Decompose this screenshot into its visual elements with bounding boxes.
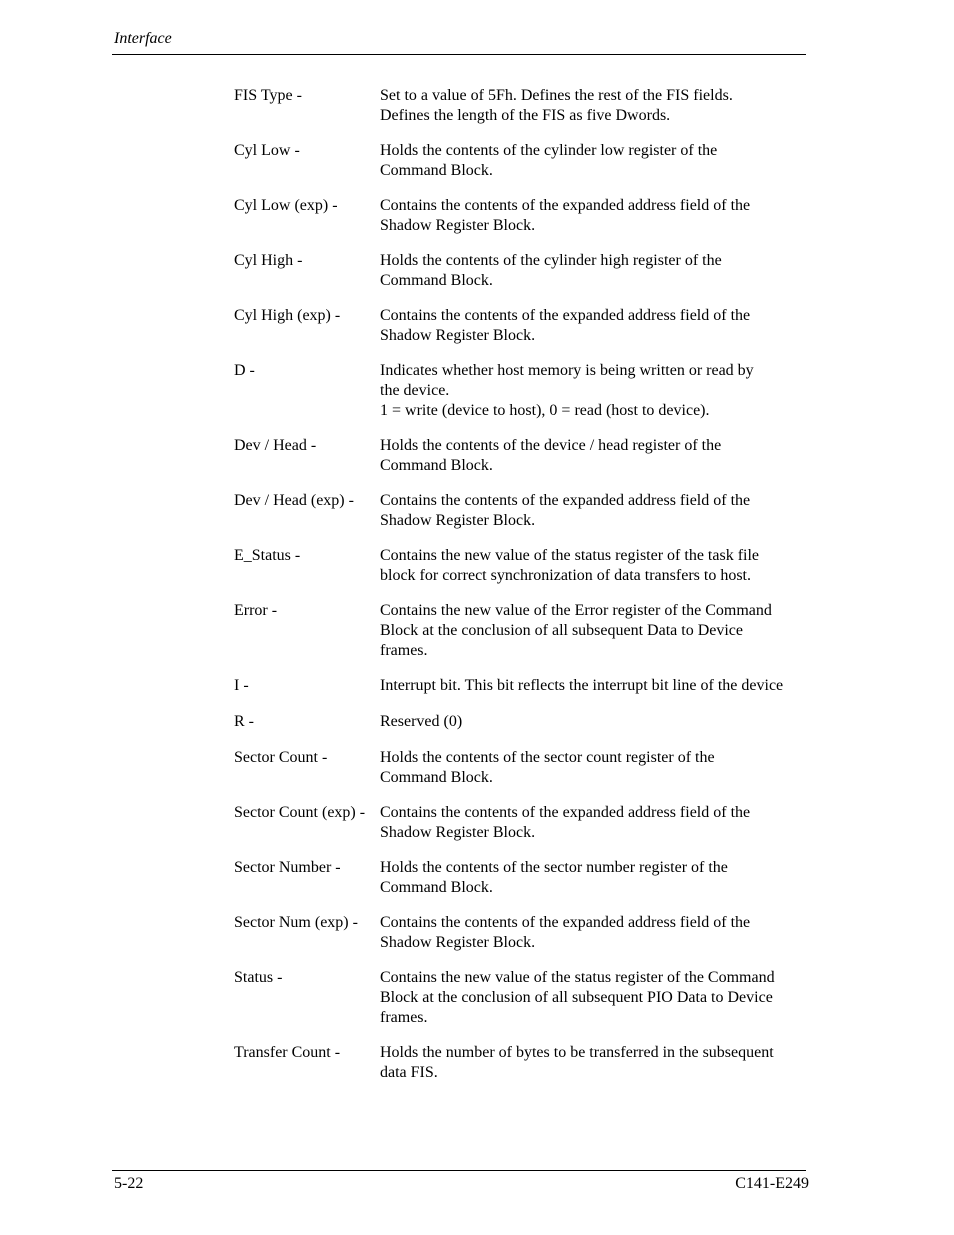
definition-description: Contains the contents of the expanded address field of the Shadow Register Block.: [380, 307, 751, 344]
definition-row: [234, 712, 814, 732]
definition-row: [234, 913, 814, 953]
definition-description: Contains the new value of the status register of the Command Block at the conclusion of all subsequent PIO Data to Device frames.: [380, 969, 775, 1026]
definition-list: [234, 86, 814, 1098]
definition-description: Contains the new value of the Error register of the Command Block at the conclusion of all subsequent Data to Device frames.: [380, 602, 772, 659]
definition-description: Holds the contents of the cylinder high register of the Command Block.: [380, 252, 722, 289]
definition-row: [234, 1043, 814, 1083]
definition-term: Dev / Head (exp) -: [234, 492, 354, 509]
definition-row: [234, 306, 814, 346]
definition-description: Contains the new value of the status register of the task file block for correct synchronization of data transfers to host.: [380, 547, 760, 584]
definition-term: Sector Count (exp) -: [234, 804, 366, 821]
definition-description: Interrupt bit. This bit reflects the interrupt bit line of the device: [380, 677, 784, 694]
definition-term: Error -: [234, 602, 278, 619]
definition-term: E_Status -: [234, 547, 301, 564]
definition-term: Sector Number -: [234, 859, 341, 876]
definition-term: Cyl Low (exp) -: [234, 197, 338, 214]
definition-description: Contains the contents of the expanded address field of the Shadow Register Block.: [380, 492, 751, 529]
definition-row: [234, 196, 814, 236]
definition-term: Cyl High (exp) -: [234, 307, 341, 324]
definition-term: FIS Type -: [234, 87, 302, 104]
definition-term: I -: [234, 677, 249, 694]
definition-row: [234, 546, 814, 586]
definition-row: [234, 803, 814, 843]
definition-row: [234, 251, 814, 291]
definition-description: Contains the contents of the expanded address field of the Shadow Register Block.: [380, 197, 751, 234]
definition-term: Cyl High -: [234, 252, 303, 269]
definition-description: Holds the number of bytes to be transferred in the subsequent data FIS.: [380, 1044, 774, 1081]
definition-row: [234, 858, 814, 898]
definition-term: Sector Count -: [234, 749, 328, 766]
page-number: 5-22: [114, 1175, 144, 1192]
definition-term: Transfer Count -: [234, 1044, 341, 1061]
definition-row: [234, 968, 814, 1028]
definition-row: [234, 361, 814, 421]
definition-term: D -: [234, 362, 255, 379]
footer-rule: [112, 1170, 806, 1171]
definition-description: Holds the contents of the sector count register of the Command Block.: [380, 749, 715, 786]
definition-term: Cyl Low -: [234, 142, 300, 159]
definition-term: Dev / Head -: [234, 437, 317, 454]
definition-description: Reserved (0): [380, 713, 463, 730]
definition-row: [234, 436, 814, 476]
definition-row: [234, 86, 814, 126]
header-rule: [112, 54, 806, 55]
definition-row: [234, 676, 814, 696]
section-header: Interface: [114, 30, 172, 47]
definition-term: Sector Num (exp) -: [234, 914, 358, 931]
definition-row: [234, 141, 814, 181]
definition-description: Holds the contents of the device / head register of the Command Block.: [380, 437, 722, 474]
definition-term: R -: [234, 713, 254, 730]
definition-description: Contains the contents of the expanded address field of the Shadow Register Block.: [380, 804, 751, 841]
definition-row: [234, 601, 814, 661]
document-code: C141-E249: [735, 1175, 809, 1192]
definition-description: Holds the contents of the cylinder low register of the Command Block.: [380, 142, 718, 179]
definition-description: Set to a value of 5Fh. Defines the rest of the FIS fields. Defines the length of the FIS as five Dwords.: [380, 87, 733, 124]
definition-description: Contains the contents of the expanded address field of the Shadow Register Block.: [380, 914, 751, 951]
definition-term: Status -: [234, 969, 283, 986]
definition-description: Indicates whether host memory is being written or read by the device. 1 = write (device to host), 0 = read (host to device).: [380, 362, 754, 419]
definition-description: Holds the contents of the sector number register of the Command Block.: [380, 859, 728, 896]
definition-row: [234, 491, 814, 531]
definition-row: [234, 748, 814, 788]
